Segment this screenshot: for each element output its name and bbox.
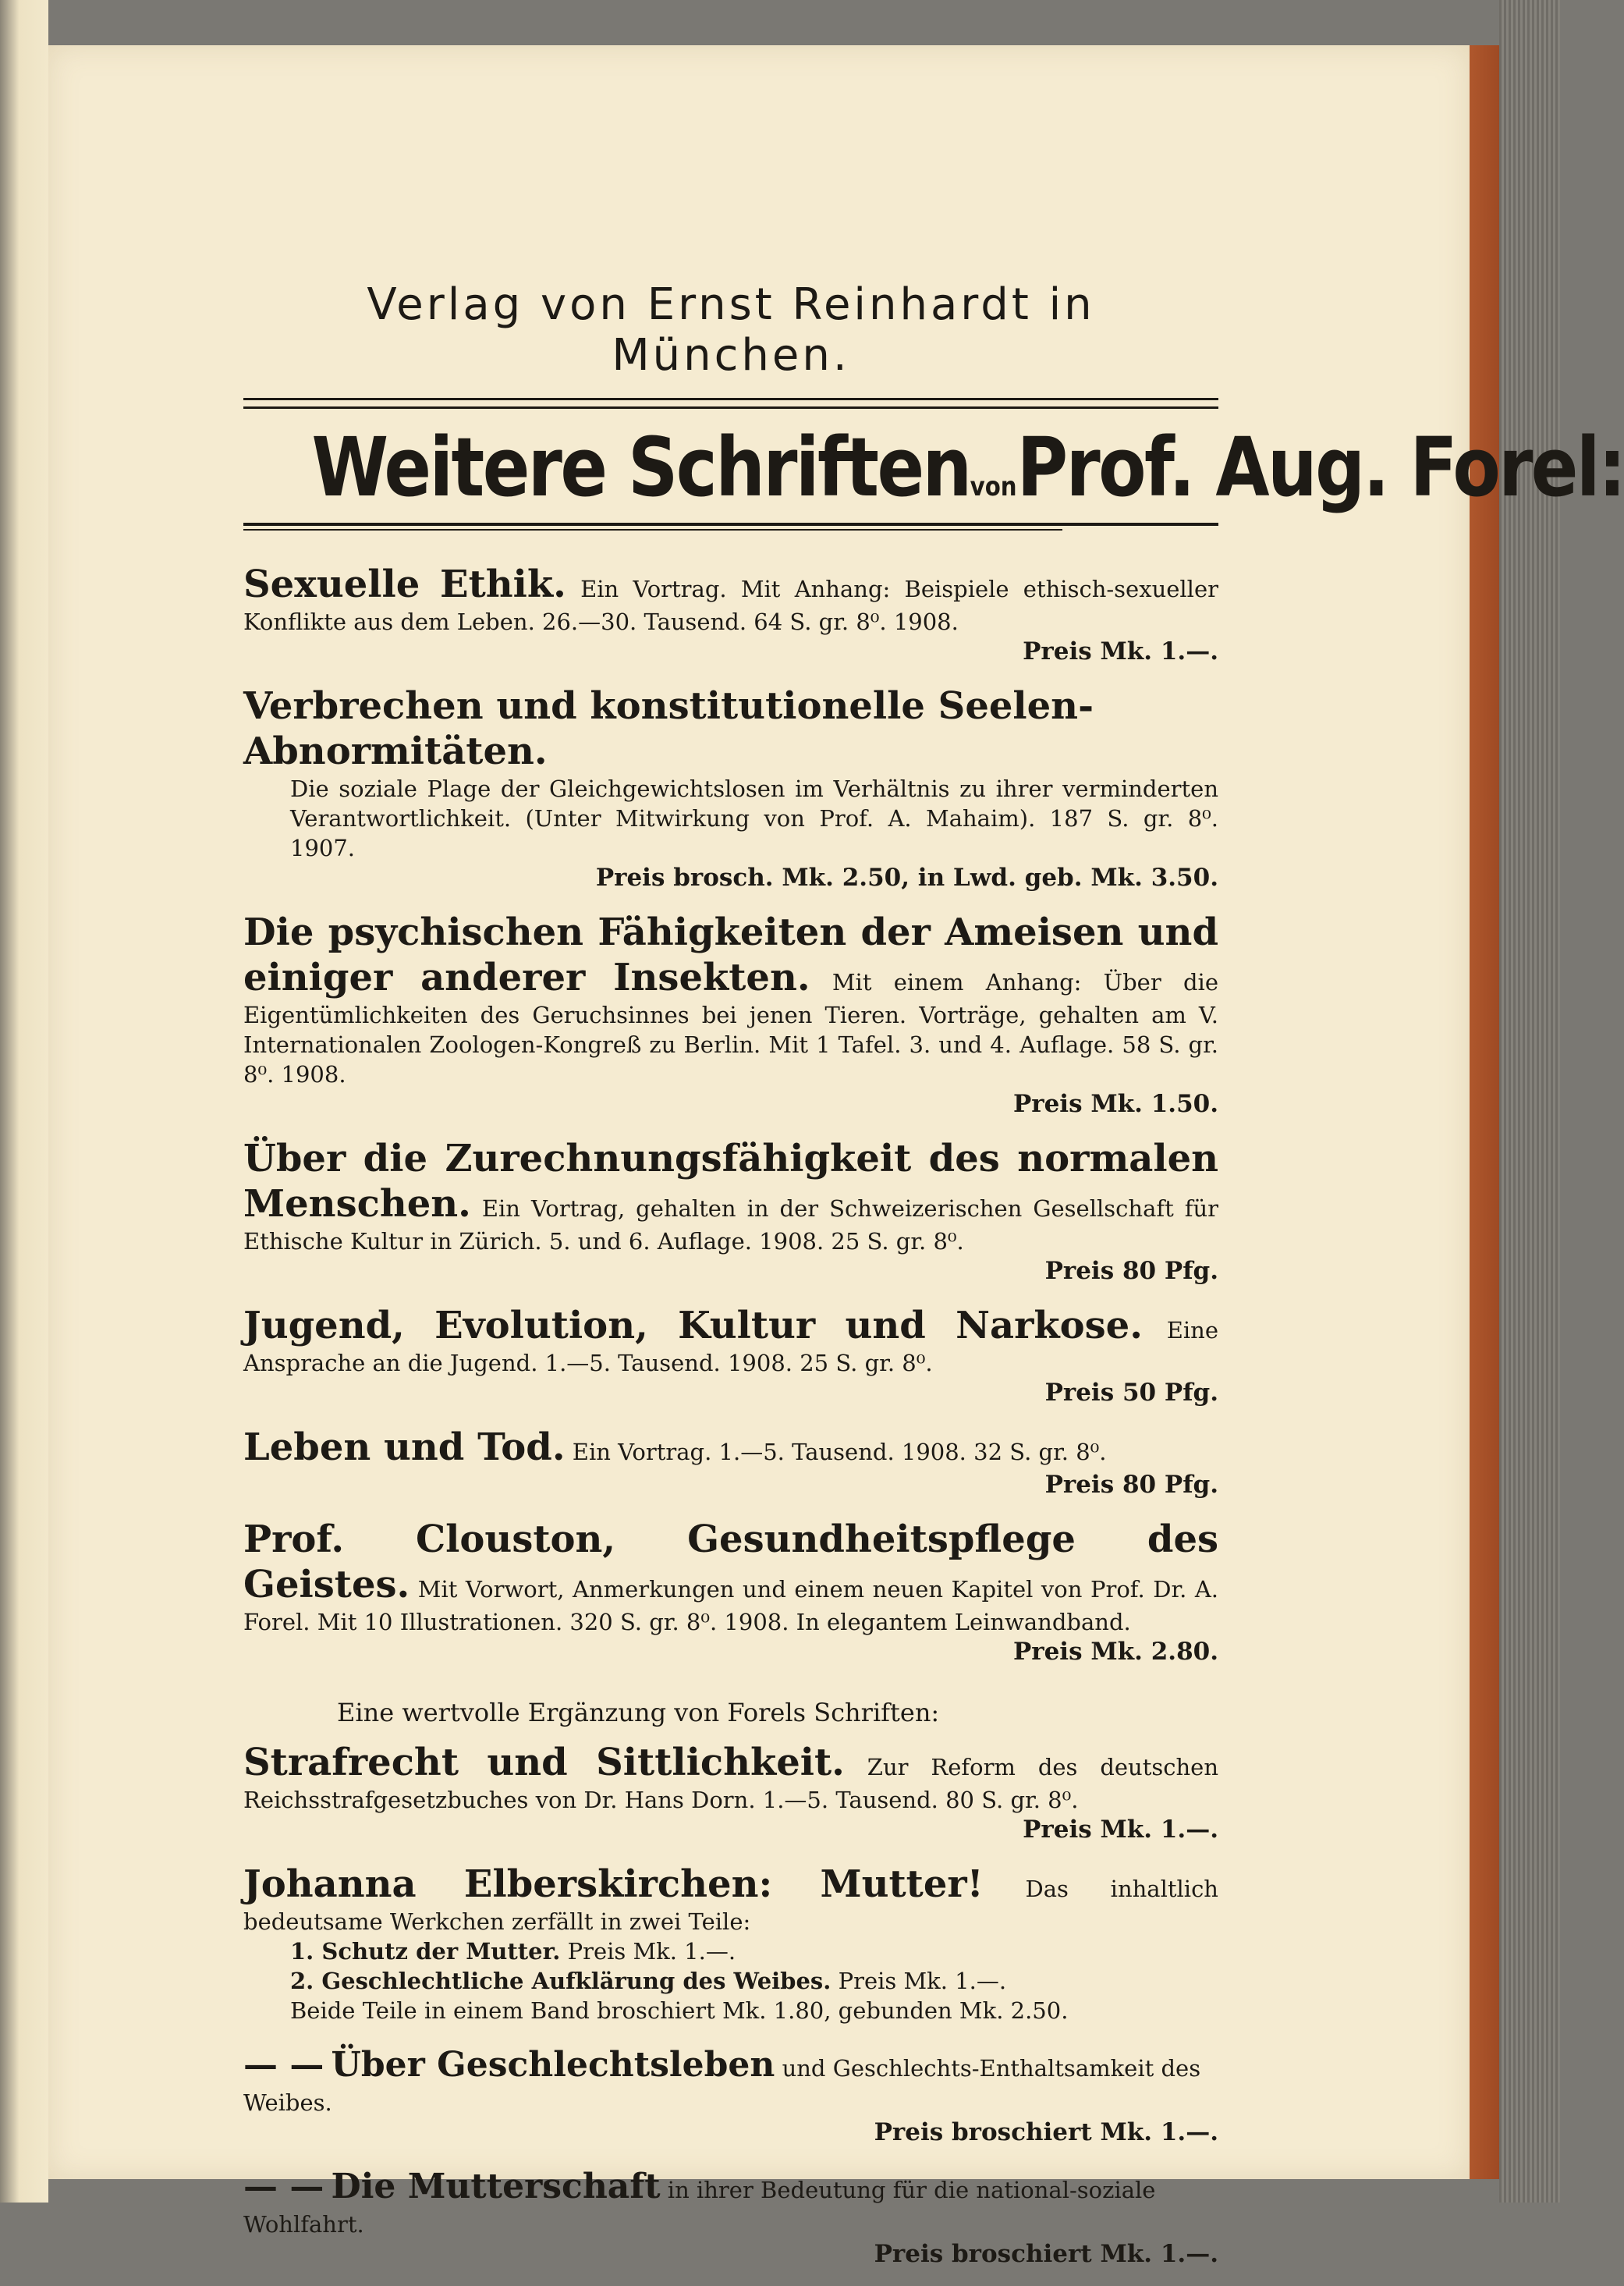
cover-board-edge bbox=[1468, 45, 1499, 2179]
book-entry bbox=[243, 1303, 1218, 1407]
book-title: Strafrecht und Sittlichkeit. bbox=[243, 1741, 845, 1784]
book-price: Preis brosch. Mk. 2.50, in Lwd. geb. Mk. 3.50. bbox=[595, 864, 1218, 892]
part-label: 2. Geschlechtliche Aufklärung des Weibes. bbox=[290, 1968, 832, 1994]
book-title: Über die Zurechnungsfähigkeit des normalen Menschen. bbox=[243, 1137, 1218, 1226]
publisher-line: Verlag von Ernst Reinhardt in München. bbox=[367, 279, 1095, 381]
book-description: und Geschlechts-Enthaltsamkeit des Weibes. bbox=[243, 2055, 1201, 2116]
heading-rule bbox=[243, 523, 1218, 526]
publisher-rule bbox=[243, 398, 1218, 409]
book-entry bbox=[243, 1136, 1218, 1286]
list-item bbox=[243, 1966, 1218, 1996]
book-price: Preis 80 Pfg. bbox=[1044, 1471, 1218, 1499]
book-price: Preis Mk. 1.—. bbox=[1023, 1816, 1218, 1844]
book-description: Die soziale Plage der Gleichgewichtslosen im Verhältnis zu ihrer verminderten Verantwortlichkeit. (Unter Mitwirkung von Prof. A. Mahaim). 187 S. gr. 8⁰. 1907. bbox=[290, 776, 1218, 861]
book-title: Jugend, Evolution, Kultur und Narkose. bbox=[243, 1304, 1143, 1347]
book-price: Preis Mk. 1.50. bbox=[1012, 1090, 1218, 1118]
book-title: Sexuelle Ethik. bbox=[243, 563, 566, 606]
book-entry bbox=[243, 910, 1218, 1119]
page-heading bbox=[311, 420, 1624, 515]
book-entry bbox=[243, 683, 1218, 893]
book-price: Preis 80 Pfg. bbox=[1044, 1257, 1218, 1285]
page-content bbox=[243, 279, 1624, 2286]
book-entry bbox=[243, 1425, 1218, 1500]
book-gutter bbox=[0, 0, 48, 2203]
supplement-note: Eine wertvolle Ergänzung von Forels Schriften: bbox=[337, 1698, 940, 1727]
book-price: Preis 50 Pfg. bbox=[1044, 1379, 1218, 1407]
book-page bbox=[48, 45, 1624, 2268]
heading-main: Weitere Schriften bbox=[311, 420, 970, 515]
heading-rule-thin bbox=[243, 529, 1062, 531]
book-price: Preis broschiert Mk. 1.—. bbox=[874, 2240, 1218, 2268]
book-entry bbox=[243, 562, 1218, 666]
book-entry bbox=[243, 1862, 1218, 2025]
book-entry bbox=[243, 2043, 1218, 2147]
book-title: Verbrechen und konstitutionelle Seelen-Abnormitäten. bbox=[243, 684, 1094, 773]
book-title: Prof. Clouston, Gesundheitspflege des Geistes. bbox=[243, 1517, 1218, 1606]
list-item bbox=[243, 1936, 1218, 1966]
book-description: Mit Vorwort, Anmerkungen und einem neuen Kapitel von Prof. Dr. A. Forel. Mit 10 Illustrationen. 320 S. gr. 8⁰. 1908. In elegantem Leinwandband. bbox=[243, 1576, 1219, 1635]
book-entry bbox=[243, 2164, 1218, 2269]
book-title: Leben und Tod. bbox=[243, 1425, 566, 1469]
ditto-dash: — — bbox=[243, 2045, 324, 2085]
book-description: Ein Vortrag. 1.—5. Tausend. 1908. 32 S. gr. 8⁰. bbox=[572, 1439, 1107, 1465]
book-description: in ihrer Bedeutung für die national-soziale Wohlfahrt. bbox=[243, 2177, 1156, 2238]
book-description: Ein Vortrag, gehalten in der Schweizerischen Gesellschaft für Ethische Kultur in Zürich. 5. und 6. Auflage. 1908. 25 S. gr. 8⁰. bbox=[243, 1195, 1218, 1255]
book-description: Das inhaltlich bedeutsame Werkchen zerfällt in zwei Teile: bbox=[243, 1876, 1218, 1935]
book-title: Johanna Elberskirchen: Mutter! bbox=[243, 1862, 984, 1906]
book-title: Die psychischen Fähigkeiten der Ameisen und einiger anderer Insekten. bbox=[243, 910, 1218, 999]
part-price: Preis Mk. 1.—. bbox=[567, 1938, 736, 1965]
combined-edition: Beide Teile in einem Band broschiert Mk. 1.80, gebunden Mk. 2.50. bbox=[290, 1997, 1069, 2024]
book-price: Preis Mk. 1.—. bbox=[1023, 637, 1218, 666]
book-entry bbox=[243, 1517, 1218, 1667]
heading-von: von bbox=[970, 471, 1017, 502]
part-label: 1. Schutz der Mutter. bbox=[290, 1938, 561, 1965]
cloth-binding-edge bbox=[1499, 0, 1560, 2203]
book-title: Über Geschlechtsleben bbox=[331, 2045, 775, 2085]
book-description: Mit einem Anhang: Über die Eigentümlichkeiten des Geruchsinnes bei jenen Tieren. Vorträge, gehalten am V. Internationalen Zoologen-Kongreß zu Berlin. Mit 1 Tafel. 3. und 4. Auflage. 58 S. gr. 8⁰. 1908. bbox=[243, 969, 1218, 1088]
part-price: Preis Mk. 1.—. bbox=[838, 1968, 1007, 1994]
book-title: Die Mutterschaft bbox=[331, 2167, 661, 2206]
book-description: Eine Ansprache an die Jugend. 1.—5. Tausend. 1908. 25 S. gr. 8⁰. bbox=[243, 1317, 1219, 1376]
book-entry bbox=[243, 1740, 1218, 1844]
book-price: Preis broschiert Mk. 1.—. bbox=[874, 2118, 1218, 2146]
book-description: Ein Vortrag. Mit Anhang: Beispiele ethisch-sexueller Konflikte aus dem Leben. 26.—30. Tausend. 64 S. gr. 8⁰. 1908. bbox=[243, 576, 1218, 635]
heading-author: Prof. Aug. Forel: bbox=[1016, 420, 1624, 515]
book-price: Preis Mk. 2.80. bbox=[1012, 1638, 1218, 1666]
book-description: Zur Reform des deutschen Reichsstrafgesetzbuches von Dr. Hans Dorn. 1.—5. Tausend. 80 S. gr. 8⁰. bbox=[243, 1754, 1219, 1813]
ditto-dash: — — bbox=[243, 2167, 324, 2206]
